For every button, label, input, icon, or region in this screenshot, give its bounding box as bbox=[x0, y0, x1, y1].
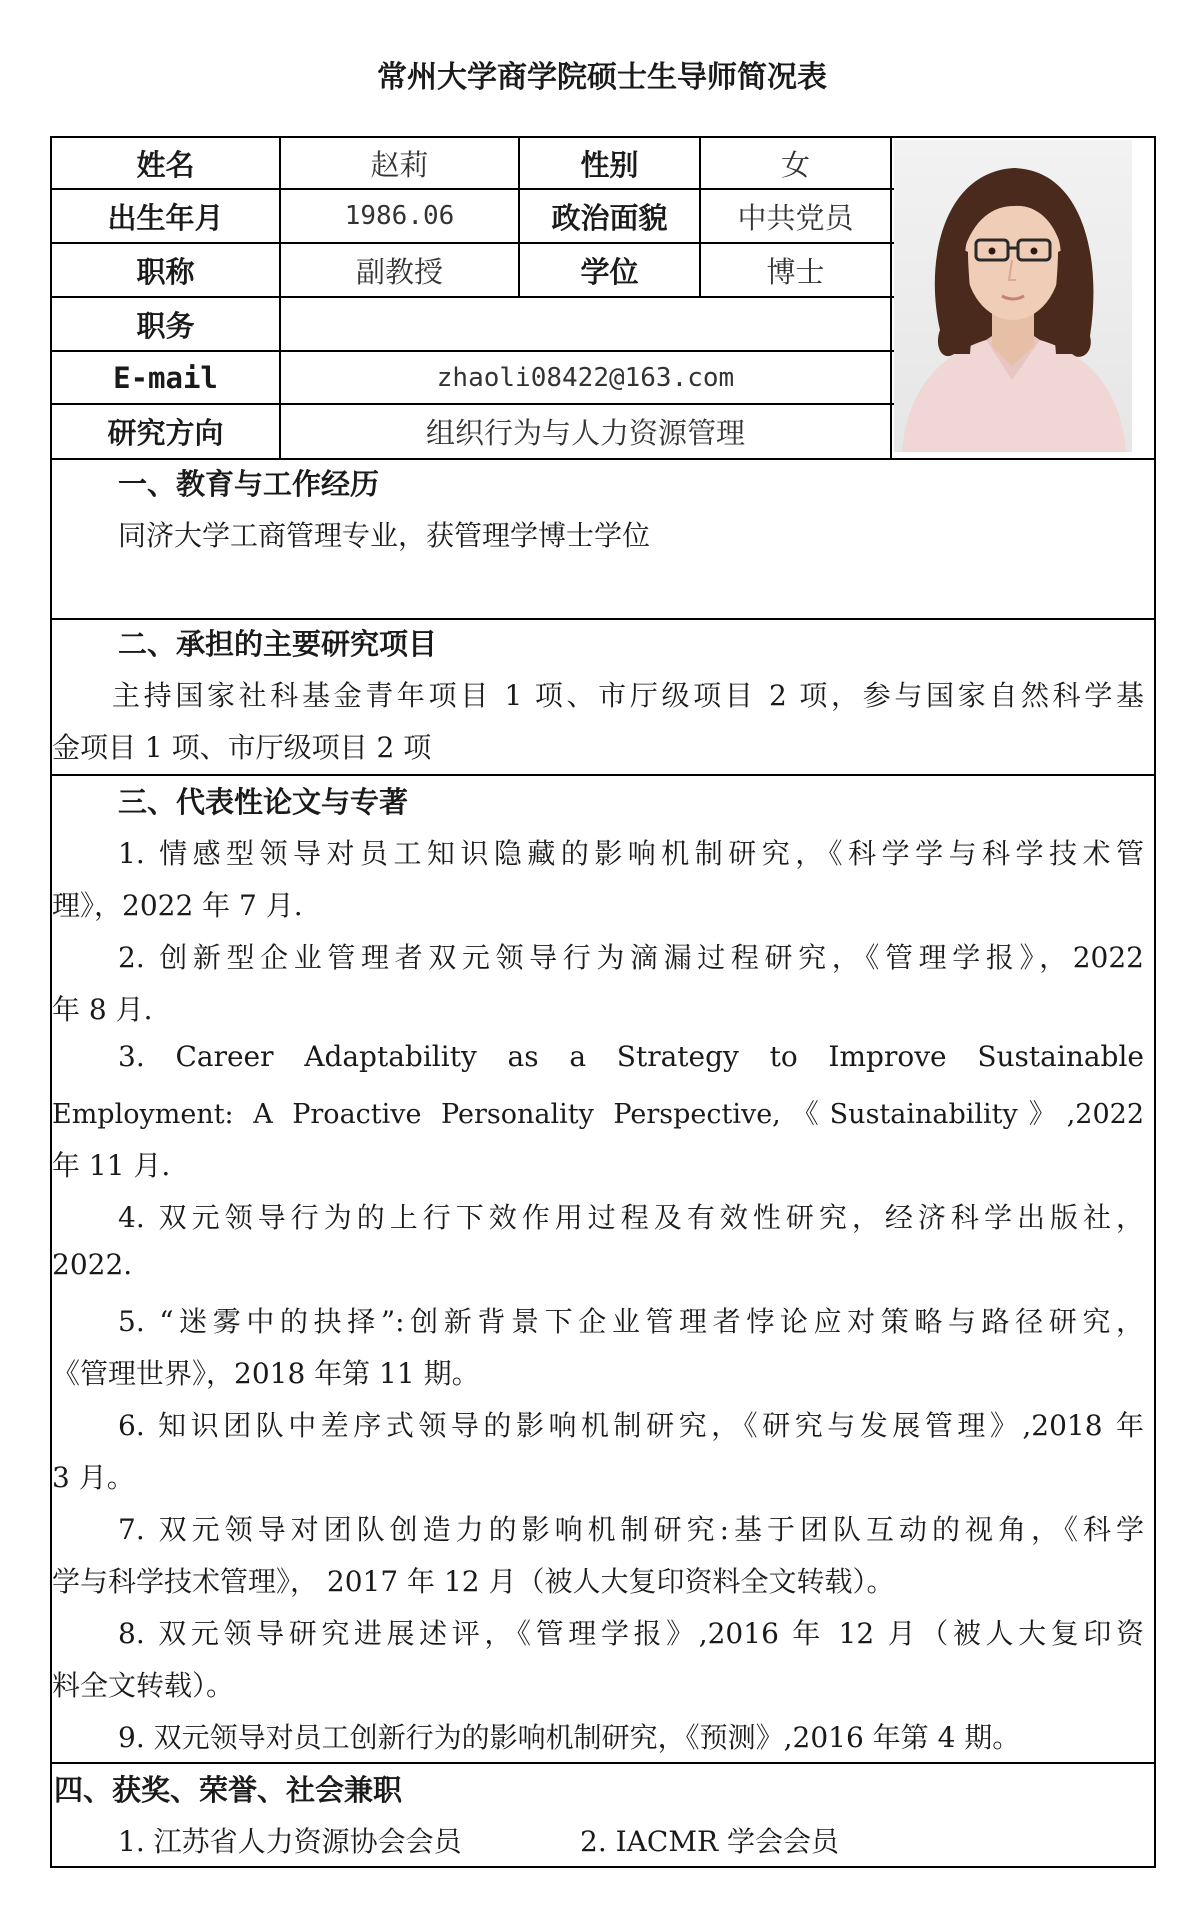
education-text: 同济大学工商管理专业，获管理学博士学位 bbox=[118, 519, 651, 552]
section-divider bbox=[50, 618, 1156, 620]
section-divider bbox=[50, 458, 1156, 460]
paper-item: 3. Career Adaptability as a Strategy to Improve Sustainable bbox=[118, 1040, 1144, 1073]
paper-item: 2. 创新型企业管理者双元领导行为滴漏过程研究，《管理学报》，2022 bbox=[118, 941, 1144, 974]
projects-line: 金项目 1 项、市厅级项目 2 项 bbox=[52, 731, 432, 764]
paper-item: 4. 双元领导行为的上行下效作用过程及有效性研究，经济科学出版社， bbox=[118, 1201, 1144, 1234]
education-heading: 一、教育与工作经历 bbox=[118, 467, 380, 501]
paper-item: 9. 双元领导对员工创新行为的影响机制研究，《预测》,2016 年第 4 期。 bbox=[118, 1721, 1021, 1754]
award-item: 1. 江苏省人力资源协会会员 bbox=[118, 1825, 462, 1858]
paper-item: 6. 知识团队中差序式领导的影响机制研究，《研究与发展管理》,2018 年 bbox=[118, 1409, 1144, 1442]
degree-label: 学位 bbox=[580, 254, 639, 289]
research-value: 组织行为与人力资源管理 bbox=[425, 416, 745, 450]
name-label: 姓名 bbox=[136, 147, 195, 182]
gender-label: 性别 bbox=[580, 147, 639, 182]
birth-label: 出生年月 bbox=[107, 200, 224, 235]
projects-line: 主持国家社科基金青年项目 1 项、市厅级项目 2 项，参与国家自然科学基 bbox=[112, 679, 1144, 712]
paper-item: 5. “迷雾中的抉择”:创新背景下企业管理者悖论应对策略与路径研究， bbox=[118, 1305, 1144, 1338]
paper-item: 《管理世界》，2018 年第 11 期。 bbox=[52, 1357, 480, 1390]
col-divider bbox=[890, 136, 892, 459]
political-value: 中共党员 bbox=[737, 200, 854, 235]
paper-item: 7. 双元领导对团队创造力的影响机制研究:基于团队互动的视角，《科学 bbox=[118, 1513, 1144, 1546]
paper-item: Employment: A Proactive Personality Perspective,《Sustainability》,2022 bbox=[52, 1099, 1144, 1130]
political-label: 政治面貌 bbox=[551, 200, 668, 235]
paper-item: 3 月。 bbox=[52, 1461, 135, 1494]
position-value bbox=[281, 298, 890, 350]
paper-item: 学与科学技术管理》， 2017 年 12 月（被人大复印资料全文转载）。 bbox=[52, 1565, 895, 1598]
paper-item: 年 11 月. bbox=[52, 1149, 171, 1182]
birth-value: 1986.06 bbox=[344, 201, 455, 231]
awards-heading: 四、获奖、荣誉、社会兼职 bbox=[54, 1773, 403, 1807]
section-divider bbox=[50, 1762, 1156, 1764]
gender-value: 女 bbox=[780, 147, 810, 182]
paper-item: 2022. bbox=[52, 1248, 133, 1281]
name-value: 赵莉 bbox=[370, 147, 429, 182]
paper-item: 1. 情感型领导对员工知识隐藏的影响机制研究，《科学学与科学技术管 bbox=[118, 837, 1144, 870]
title-value: 副教授 bbox=[355, 254, 443, 289]
email-value: zhaoli08422@163.com bbox=[436, 362, 735, 393]
paper-item: 8. 双元领导研究进展述评，《管理学报》,2016 年 12 月（被人大复印资 bbox=[118, 1617, 1144, 1650]
position-label: 职务 bbox=[136, 308, 195, 343]
paper-item: 理》，2022 年 7 月. bbox=[52, 889, 303, 922]
email-label: E-mail bbox=[113, 360, 218, 395]
projects-heading: 二、承担的主要研究项目 bbox=[118, 627, 438, 661]
section-divider bbox=[50, 774, 1156, 776]
portrait-photo bbox=[894, 140, 1132, 452]
paper-item: 年 8 月. bbox=[52, 993, 153, 1026]
award-item: 2. IACMR 学会会员 bbox=[580, 1825, 839, 1858]
paper-item: 料全文转载）。 bbox=[52, 1669, 235, 1702]
document-title: 常州大学商学院硕士生导师简况表 bbox=[377, 60, 827, 95]
papers-heading: 三、代表性论文与专著 bbox=[118, 785, 409, 819]
title-label: 职称 bbox=[136, 254, 195, 289]
degree-value: 博士 bbox=[766, 254, 825, 289]
research-label: 研究方向 bbox=[107, 416, 224, 450]
